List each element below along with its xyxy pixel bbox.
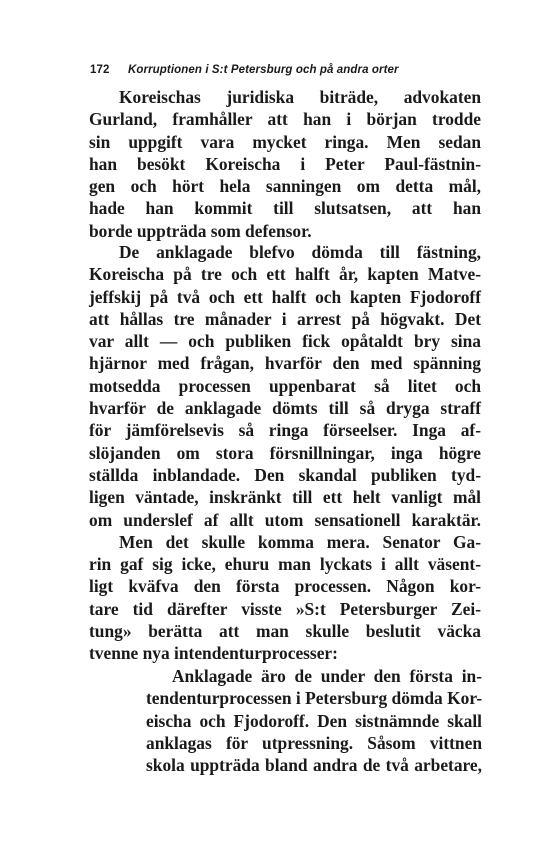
text-line: tvenne nya intendenturprocesser: (89, 643, 338, 664)
text-line: hjärnor med frågan, hvarför den med spänning (89, 353, 481, 374)
running-head (90, 64, 480, 76)
text-line: jeffskij på två och ett halft och kapten Fjodoroff (89, 286, 481, 307)
text-line: Koreischas juridiska biträde, advokaten (119, 87, 481, 107)
paragraph-2 (89, 241, 481, 665)
text-line: han besökt Koreischa i Peter Paul-fästnin- (89, 153, 481, 174)
text-line: tendenturprocessen i Petersburg dömda Kor- (146, 688, 483, 709)
text-line: var allt — och publiken fick opåtaldt bry sina (89, 331, 481, 352)
text-line: Anklagade äro de under den första in- (172, 666, 482, 686)
text-line: att hållas tre månader i arrest på högvakt. Det (89, 308, 481, 329)
text-line: tare tid därefter visste »S:t Petersburger Zei- (89, 598, 481, 619)
text-line: rin gaf sig icke, ehuru man lyckats i allt väsent- (89, 554, 481, 575)
text-line: Koreischa på tre och ett halft år, kapten Matve- (89, 264, 481, 285)
text-line: ligen väntade, inskränkt till ett helt vanligt mål (89, 487, 481, 508)
text-line: sin uppgift vara mycket ringa. Men sedan (89, 131, 481, 152)
text-line: skola uppträda bland andra de två arbetare, (146, 755, 482, 776)
text-line: ligt kväfva den första processen. Någon kor- (89, 576, 481, 597)
text-line: om underslef af allt utom sensationell karaktär. (89, 509, 481, 530)
text-line: hade han kommit till slutsatsen, att han (89, 198, 481, 219)
quoted-paragraph (146, 665, 482, 776)
text-line: slöjanden om stora försnillningar, inga högre (89, 442, 481, 463)
running-title: Korruptionen i S:t Petersburg och på andra orter (128, 64, 399, 76)
text-line: De anklagade blefvo dömda till fästning, (119, 242, 481, 262)
text-line: gen och hört hela sanningen om detta mål, (89, 176, 481, 197)
text-line: tung» berätta att man skulle beslutit väcka (89, 621, 481, 642)
text-line: Gurland, framhåller att han i början trodde (89, 109, 481, 130)
page-number: 172 (90, 64, 110, 76)
text-line: borde uppträda som defensor. (89, 220, 312, 241)
text-line: Men det skulle komma mera. Senator Ga- (119, 531, 481, 552)
text-line: för jämförelsevis så ringa förseelser. Inga af- (89, 420, 481, 441)
text-line: motsedda processen uppenbarat så litet och (89, 375, 481, 396)
text-line: hvarför de anklagade dömts till så dryga straff (89, 398, 481, 419)
text-line: ställda inblandade. Den skandal publiken tyd- (89, 464, 481, 485)
text-line: eischa och Fjodoroff. Den sistnämnde skall (146, 710, 482, 731)
paragraph-1 (89, 86, 481, 242)
text-line: anklagas för utpressning. Såsom vittnen (146, 732, 482, 753)
